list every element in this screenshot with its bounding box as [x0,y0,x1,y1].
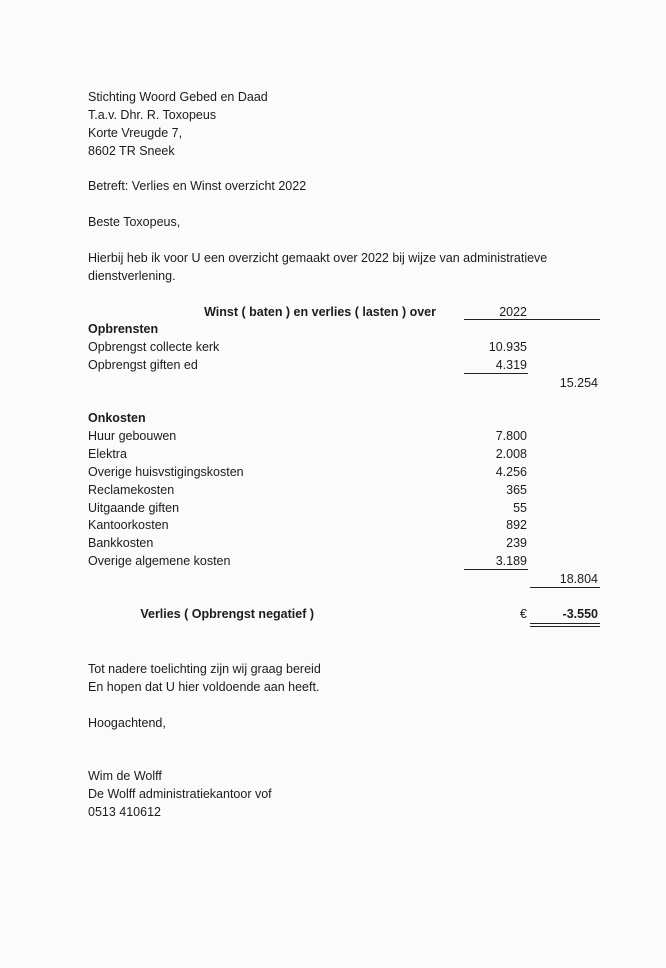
result-double-rule-bottom [530,626,600,627]
income-sum-rule [464,373,528,374]
costs-total-rule [530,587,600,588]
income-title: Opbrensten [88,322,159,336]
intro-line-2: dienstverlening. [88,269,176,283]
cost-row-value: 3.189 [495,554,527,568]
closing-line-1: Tot nadere toelichting zijn wij graag bereid [88,662,321,676]
costs-title: Onkosten [88,411,146,425]
salutation: Beste Toxopeus, [88,215,181,229]
year-underline [464,319,600,320]
cost-row-value: 892 [506,518,527,532]
cost-row-label: Overige huisvstigingskosten [88,465,244,479]
address-street: Korte Vreugde 7, [88,126,183,140]
currency-symbol: € [520,607,527,621]
cost-row-label: Elektra [88,447,127,461]
address-attn: T.a.v. Dhr. R. Toxopeus [88,108,217,122]
cost-row-label: Bankkosten [88,536,154,550]
table-year: 2022 [499,305,527,319]
cost-row-label: Overige algemene kosten [88,554,231,568]
subject-line: Betreft: Verlies en Winst overzicht 2022 [88,179,307,193]
cost-row-value: 2.008 [495,447,527,461]
cost-row-label: Reclamekosten [88,483,175,497]
cost-row-value: 239 [506,536,527,550]
cost-row-label: Kantoorkosten [88,518,169,532]
cost-row-value: 7.800 [495,429,527,443]
cost-row-value: 365 [506,483,527,497]
greeting: Hoogachtend, [88,716,166,730]
cost-row-label: Huur gebouwen [88,429,177,443]
cost-row-value: 4.256 [495,465,527,479]
cost-row-label: Uitgaande giften [88,501,180,515]
address-org: Stichting Woord Gebed en Daad [88,90,268,104]
closing-line-2: En hopen dat U hier voldoende aan heeft. [88,680,320,694]
signature-name: Wim de Wolff [88,769,162,783]
income-row-value: 10.935 [488,340,527,354]
costs-sum-rule [464,569,528,570]
income-row-label: Opbrengst giften ed [88,358,198,372]
result-label: Verlies ( Opbrengst negatief ) [140,607,314,621]
signature-company: De Wolff administratiekantoor vof [88,787,272,801]
signature-phone: 0513 410612 [88,805,161,819]
cost-row-value: 55 [513,501,527,515]
intro-line-1: Hierbij heb ik voor U een overzicht gemaakt over 2022 bij wijze van administratieve [88,251,548,265]
income-total: 15.254 [559,376,598,390]
income-row-label: Opbrengst collecte kerk [88,340,220,354]
result-double-rule-top [530,623,600,624]
result-value: -3.550 [562,607,598,621]
income-row-value: 4.319 [495,358,527,372]
costs-total: 18.804 [559,572,598,586]
table-heading: Winst ( baten ) en verlies ( lasten ) over [204,305,436,319]
address-city: 8602 TR Sneek [88,144,175,158]
